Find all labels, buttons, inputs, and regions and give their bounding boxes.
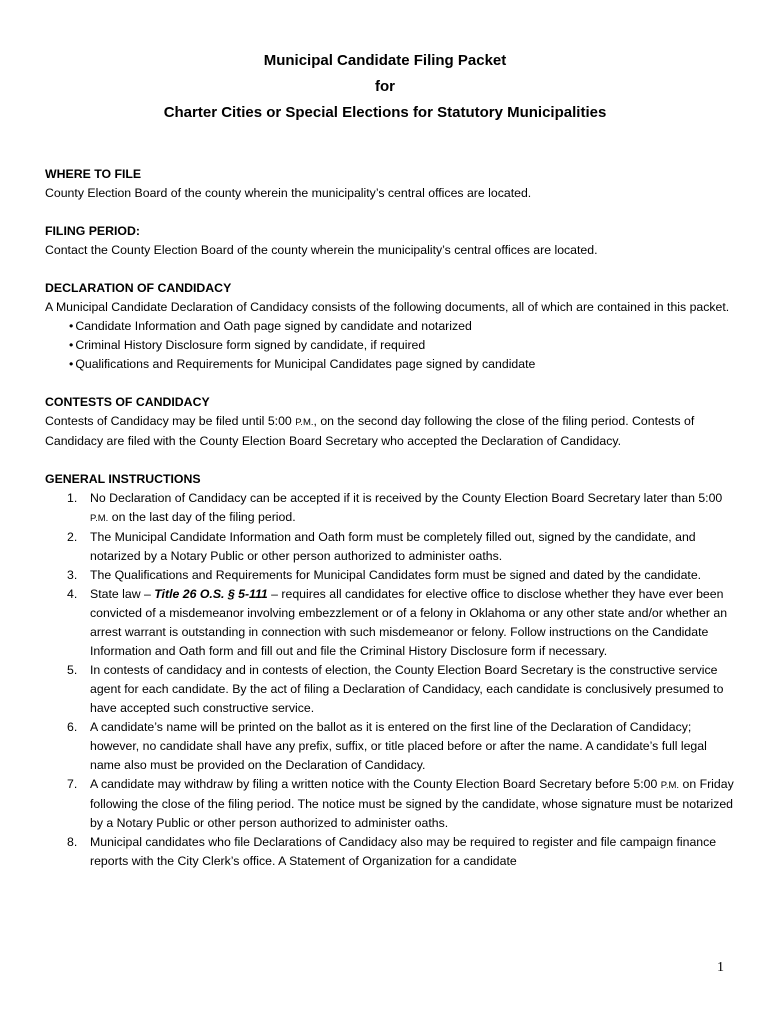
contests-section (45, 393, 735, 451)
pm-abbrev: P.M. (295, 417, 314, 428)
list-item (45, 718, 735, 775)
item-number: 4. (67, 587, 78, 601)
title-line-1: Municipal Candidate Filing Packet (263, 52, 507, 69)
item-text: The Municipal Candidate Information and Oath form must be completely filled out, signed by the candidate, and notarized by a Notary Public or other person authorized to administer oaths. (90, 530, 696, 563)
section-heading: CONTESTS OF CANDIDACY (45, 395, 210, 409)
title-line-3: Charter Cities or Special Elections for Statutory Municipalities (163, 104, 607, 121)
section-text: Contact the County Election Board of the county wherein the municipality’s central offices are located. (45, 243, 598, 257)
document-title (0, 48, 770, 126)
list-item (45, 585, 735, 661)
text-segment: A candidate may withdraw by filing a written notice with the County Election Board Secretary before 5:00 (90, 777, 661, 791)
section-text: County Election Board of the county wherein the municipality’s central offices are located. (45, 186, 532, 200)
section-heading: GENERAL INSTRUCTIONS (45, 472, 201, 486)
text-segment: , on the second day following the close of the filing period. Contests of Candidacy are filed with the County Election Board Secretary who accepted the Declaration of Candidacy. (45, 414, 695, 448)
item-text: A candidate’s name will be printed on the ballot as it is entered on the first line of the Declaration of Candidacy; however, no candidate shall have any prefix, suffix, or title placed before or after the name. A candidate’s full legal name also must be provided on the Declaration of Candidacy. (90, 720, 707, 772)
pm-abbrev: P.M. (660, 780, 680, 791)
general-instructions-section (45, 470, 735, 871)
item-number: 6. (67, 720, 78, 734)
item-text: Municipal candidates who file Declarations of Candidacy also may be required to register and file campaign finance reports with the City Clerk’s office. A Statement of Organization for a candidate (90, 835, 717, 868)
section-heading: DECLARATION OF CANDIDACY (45, 281, 232, 295)
text-segment: No Declaration of Candidacy can be accepted if it is received by the County Election Board Secretary later than 5:00 (90, 491, 723, 505)
text-segment: Contests of Candidacy may be filed until 5:00 (45, 414, 296, 428)
item-number: 2. (67, 530, 78, 544)
page-number: 1 (717, 960, 724, 975)
section-heading: FILING PERIOD: (45, 224, 140, 238)
text-segment: State law – (90, 587, 155, 601)
item-number: 1. (67, 491, 78, 505)
filing-period-section (45, 222, 735, 260)
text-segment: on the last day of the filing period. (108, 510, 296, 524)
section-text: A Municipal Candidate Declaration of Candidacy consists of the following documents, all of which are contained in this packet. (45, 300, 730, 314)
item-number: 8. (67, 835, 78, 849)
item-number: 7. (67, 777, 78, 791)
list-item (45, 489, 735, 528)
text-segment: – requires all candidates for elective office to disclose whether they have ever been convicted of a misdemeanor involving embezzlement or of a felony in Oklahoma or any other state and/or whether an arrest warrant is outstanding in connection with such misdemeanor or felony. Follow instructions on the Candidate Information and Oath form and fill out and file the Criminal History Disclosure form if necessary. (90, 587, 728, 658)
item-text: In contests of candidacy and in contests of election, the County Election Board Secretary is the constructive service agent for each candidate. By the act of filing a Declaration of Candidacy, each candidate is conclusively presumed to have accepted such constructive service. (90, 663, 724, 715)
declaration-document-list (45, 317, 735, 374)
item-text: The Qualifications and Requirements for Municipal Candidates form must be signed and dated by the candidate. (90, 568, 702, 582)
list-item (45, 566, 735, 585)
document-body (45, 165, 735, 890)
list-item (45, 661, 735, 718)
text-segment: on Friday following the close of the filing period. The notice must be signed by the candidate, whose signature must be notarized by a Notary Public or other person authorized to administer oaths. (90, 777, 734, 830)
title-line-2: for (375, 78, 395, 95)
section-text (45, 412, 735, 451)
instructions-list (45, 489, 735, 871)
list-item (45, 833, 735, 871)
list-item: • Qualifications and Requirements for Municipal Candidates page signed by candidate (69, 355, 735, 374)
declaration-section (45, 279, 735, 374)
list-item (45, 528, 735, 566)
where-to-file-section (45, 165, 735, 203)
item-number: 3. (67, 568, 78, 582)
pm-abbrev: P.M. (90, 513, 109, 524)
item-number: 5. (67, 663, 78, 677)
statute-reference: Title 26 O.S. § 5-111 (154, 587, 268, 601)
list-item: • Candidate Information and Oath page signed by candidate and notarized (69, 317, 735, 336)
section-heading: WHERE TO FILE (45, 167, 142, 181)
list-item: • Criminal History Disclosure form signed by candidate, if required (69, 336, 735, 355)
list-item (45, 775, 735, 833)
